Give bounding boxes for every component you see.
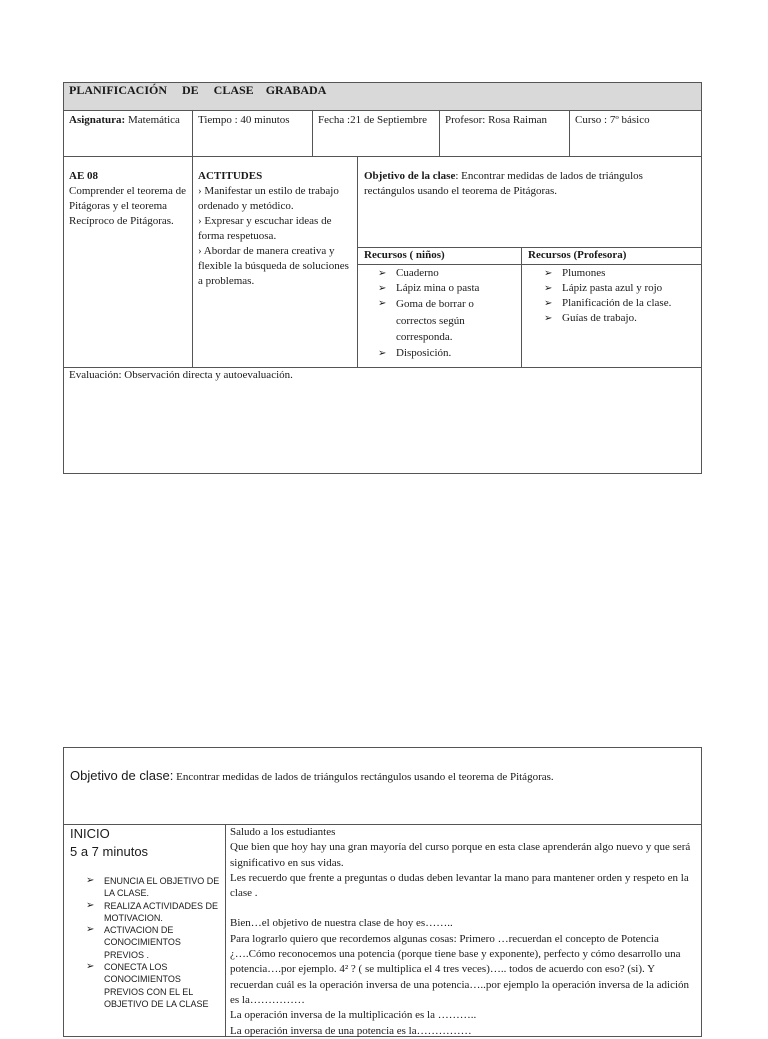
text-line: Saludo a los estudiantes	[230, 826, 336, 838]
list-item: ➢ REALIZA ACTIVIDADES DE MOTIVACION.	[86, 900, 221, 925]
objetivo-clase-label: Objetivo de clase:	[70, 768, 174, 783]
inicio-title: INICIO	[70, 826, 110, 841]
curso-text: Curso : 7º básico	[575, 114, 650, 126]
text-line: Les recuerdo que frente a preguntas o dudas deben levantar la mano para mantener orden y respeto en la clase .	[230, 871, 689, 900]
inicio-time: 5 a 7 minutos	[70, 844, 149, 859]
text-line: La operación inversa de una potencia es la……………	[230, 1024, 472, 1037]
list-item: ➢ Lápiz mina o pasta	[378, 281, 515, 296]
ae-text: Comprender el teorema de Pitágoras y el teorema Recíproco de Pitágoras.	[69, 185, 186, 227]
objetivo-clase-text: Encontrar medidas de lados de triángulos rectángulos usando el teorema de Pitágoras.	[173, 771, 554, 783]
inicio-cell	[63, 824, 226, 1037]
ae-title: AE 08	[69, 170, 99, 182]
actitudes-cell	[192, 156, 358, 368]
text-line	[230, 901, 696, 916]
text-line: La operación inversa de la multiplicación es la ………..	[230, 1009, 477, 1022]
tiempo-text: Tiempo : 40 minutos	[198, 114, 290, 126]
recursos-prof-list	[544, 266, 695, 326]
list-item: ➢ Plumones	[544, 266, 695, 281]
recursos-prof-cell	[521, 264, 702, 368]
objetivo-text: : Encontrar medidas de lados de triángulos rectángulos usando el teorema de Pitágoras.	[364, 170, 643, 197]
asignatura-value: Matemática	[125, 114, 180, 126]
objetivo-label: Objetivo de la clase	[364, 170, 456, 182]
list-item: ➢ Guías de trabajo.	[544, 311, 695, 326]
asignatura-label: Asignatura:	[69, 114, 126, 126]
profesor-cell	[439, 110, 570, 157]
recursos-ninos-list	[378, 266, 515, 361]
text-line: Que bien que hoy hay una gran mayoría del curso porque en esta clase aprenderán algo nuevo y que será significativo en sus vidas.	[230, 841, 691, 869]
planning-table	[63, 82, 702, 474]
actitud-item: › Expresar y escuchar ideas de forma respetuosa.	[198, 215, 332, 242]
tiempo-cell	[192, 110, 313, 157]
recursos-prof-title: Recursos (Profesora)	[528, 249, 627, 261]
actitud-item: › Abordar de manera creativa y flexible la búsqueda de soluciones a problemas.	[198, 245, 349, 287]
actitudes-title: ACTITUDES	[198, 170, 263, 182]
table-title-cell	[63, 82, 702, 111]
curso-cell	[569, 110, 702, 157]
objetivo-clase-cell	[63, 747, 702, 825]
recursos-prof-header	[521, 247, 702, 265]
list-item: ➢ Cuaderno	[378, 266, 515, 281]
recursos-ninos-cell	[357, 264, 522, 368]
evaluacion-text: Evaluación: Observación directa y autoevaluación.	[69, 369, 293, 381]
lesson-table	[63, 747, 702, 1037]
recursos-ninos-title: Recursos ( niños)	[364, 249, 445, 261]
fecha-cell	[312, 110, 440, 157]
objetivo-cell	[357, 156, 702, 248]
recursos-ninos-header	[357, 247, 522, 265]
table-title: PLANIFICACIÓN DE CLASE GRABADA	[69, 83, 327, 97]
list-item: ➢ ENUNCIA EL OBJETIVO DE LA CLASE.	[86, 875, 221, 900]
list-item: ➢ Planificación de la clase.	[544, 296, 695, 311]
text-line: Para lograrlo quiero que recordemos algunas cosas: Primero …recuerdan el concepto de Potencia ¿….Cómo reconocemos una potencia (porque tiene base y exponente), perfecto y cómo desarrollo una potencia….por ejemplo. 4² ? ( se multiplica el 4 tres veces)….. todos de acuerdo con eso? (si). Y recuerdan cuál es la operación inversa de una potencia…..por ejemplo la operación inversa de la adición es la……………	[230, 932, 690, 1006]
asignatura-cell	[63, 110, 193, 157]
list-item: ➢ Lápiz pasta azul y rojo	[544, 281, 695, 296]
list-item: ➢ ACTIVACION DE CONOCIMIENTOS PREVIOS .	[86, 924, 221, 961]
list-item: ➢ CONECTA LOS CONOCIMIENTOS PREVIOS CON EL EL OBJETIVO DE LA CLASE	[86, 961, 221, 1010]
actitud-item: › Manifestar un estilo de trabajo ordenado y metódico.	[198, 185, 339, 212]
fecha-text: Fecha :21 de Septiembre	[318, 114, 428, 126]
profesor-text: Profesor: Rosa Raiman	[445, 114, 548, 126]
inicio-list	[70, 875, 221, 1010]
list-item: ➢ Goma de borrar o correctos según corresponda.	[378, 296, 515, 346]
evaluacion-cell	[63, 367, 702, 474]
list-item: ➢ Disposición.	[378, 346, 515, 361]
text-line: Bien…el objetivo de nuestra clase de hoy es……..	[230, 917, 453, 930]
inicio-text-cell	[225, 824, 702, 1037]
ae-cell	[63, 156, 193, 368]
